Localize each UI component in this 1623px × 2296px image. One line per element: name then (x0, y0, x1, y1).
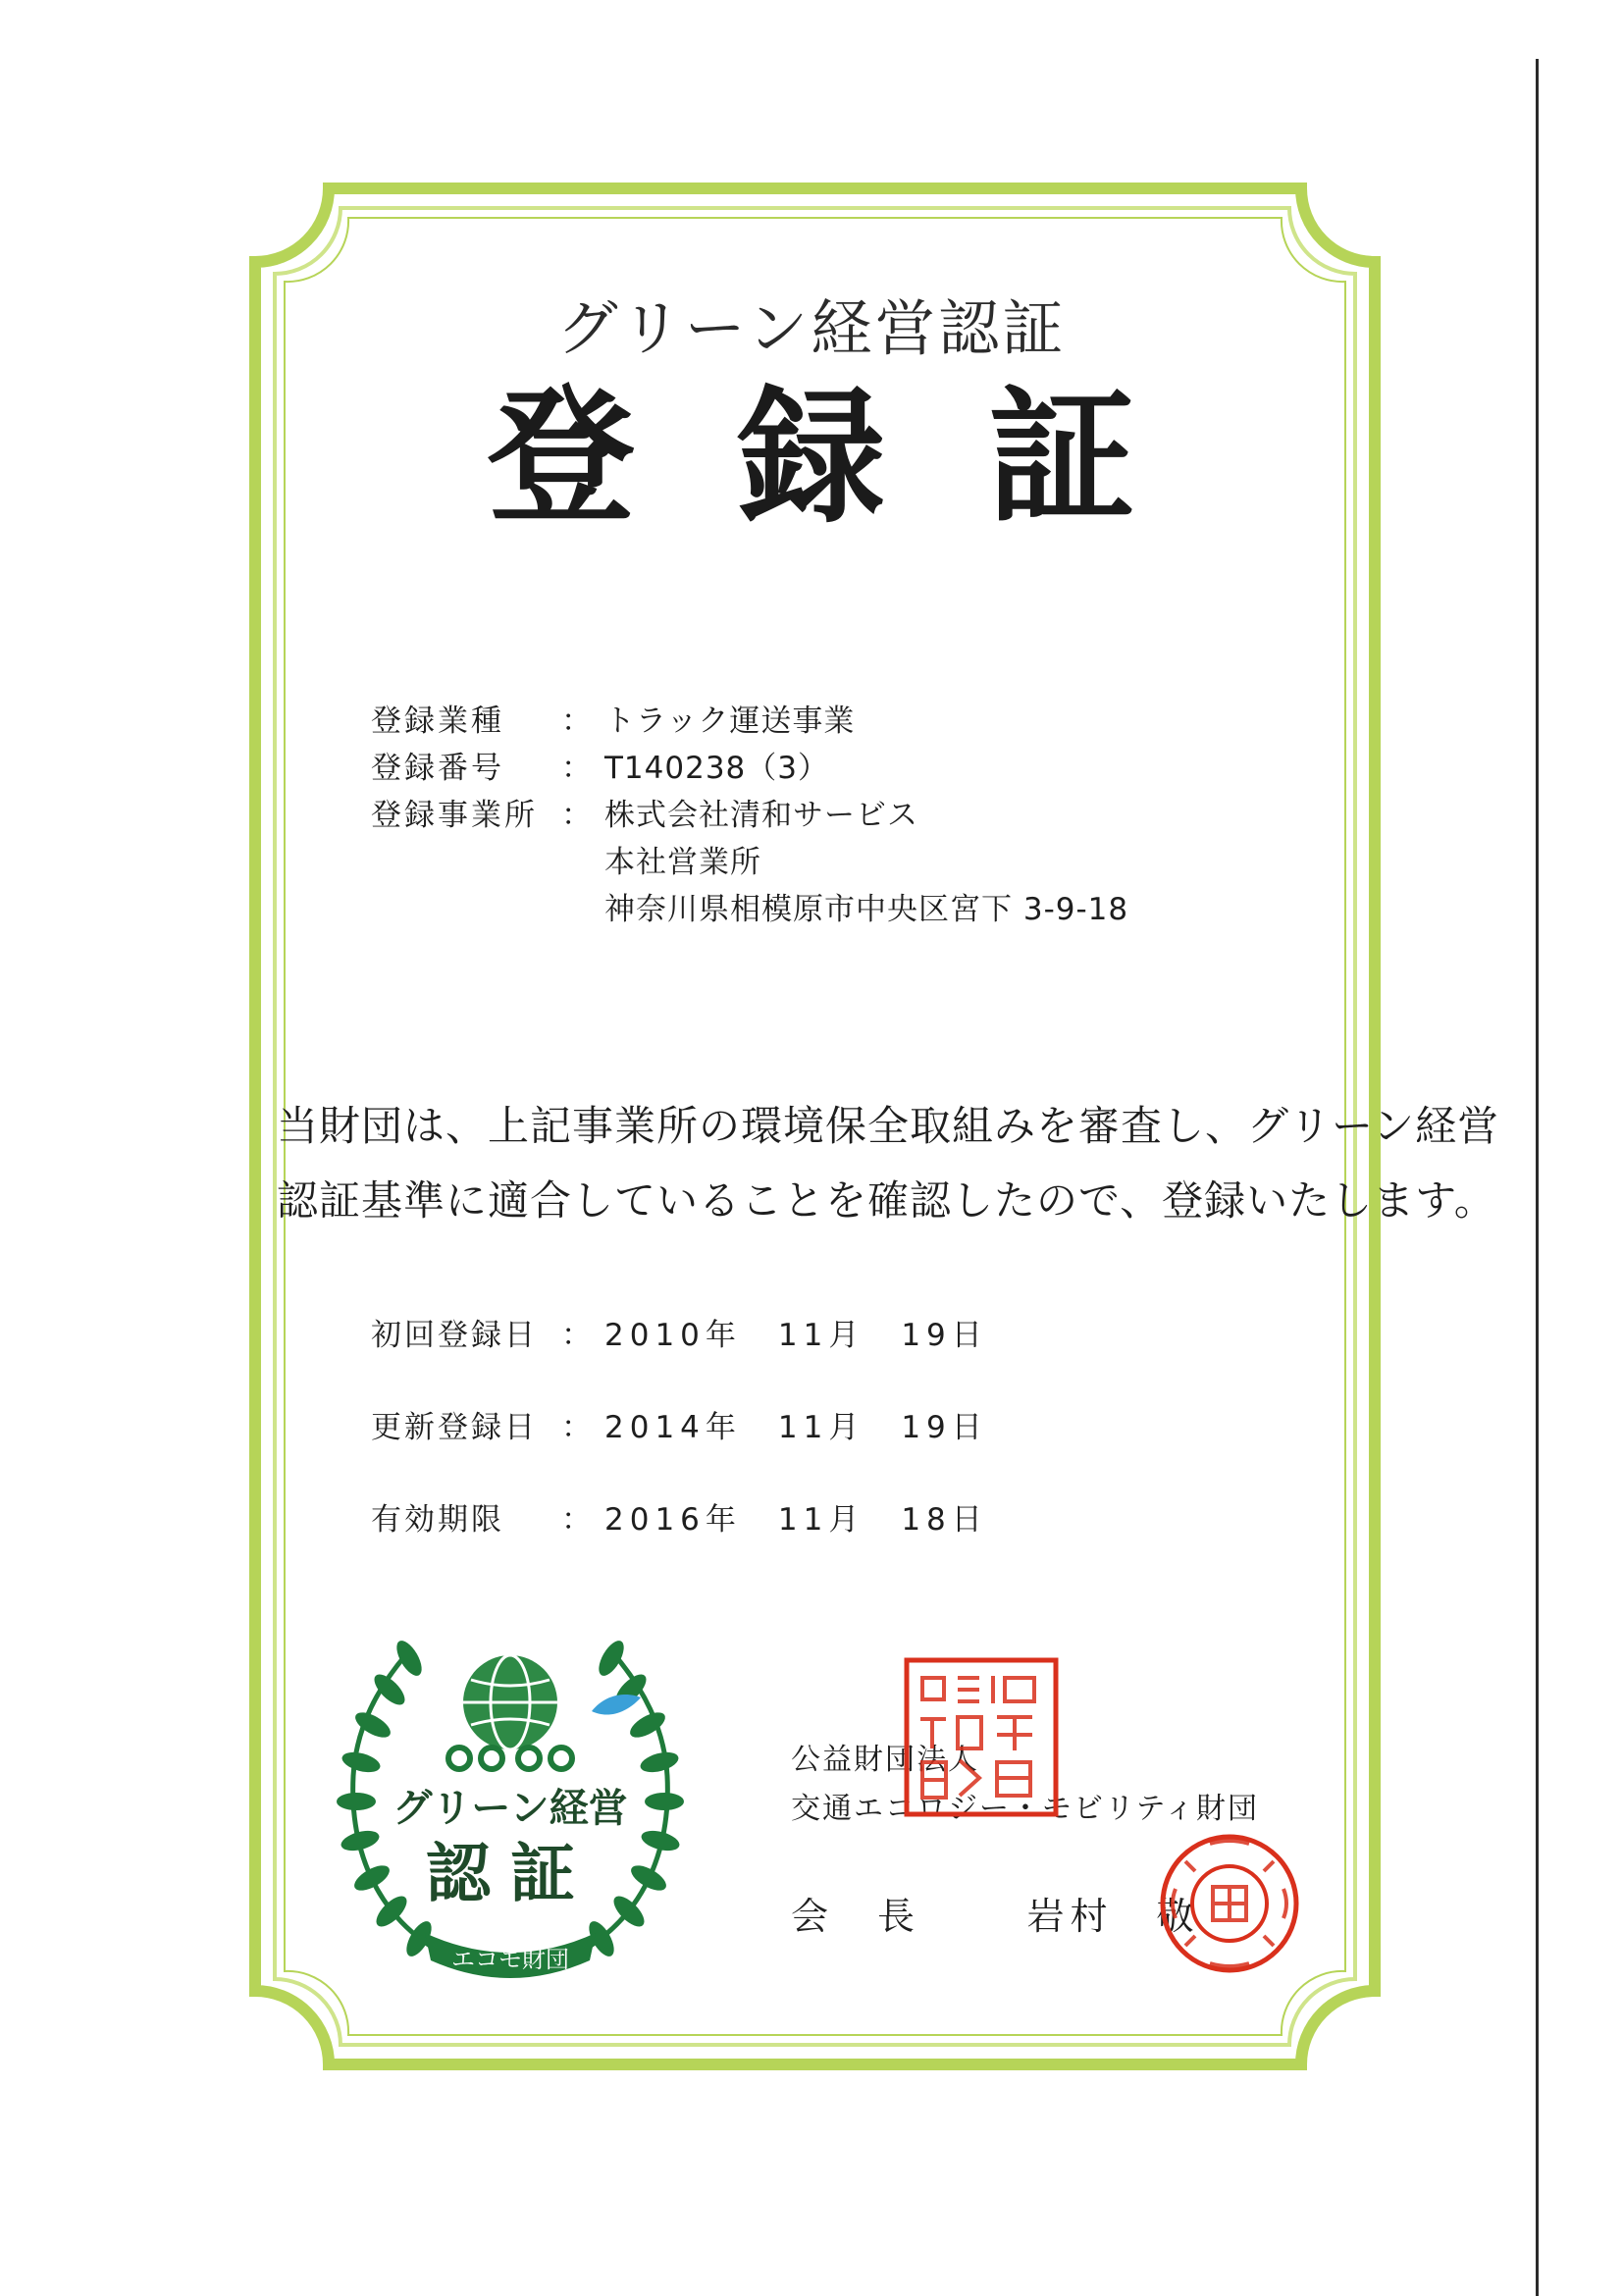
registration-row-number (0, 746, 1623, 791)
separator-colon: ： (561, 798, 592, 833)
date-value: 2014年 11月 19日 (604, 1410, 988, 1445)
certificate-title: 登録証 (487, 373, 1238, 544)
registration-value: 株式会社清和サービス (604, 798, 918, 833)
logo-line2: 認証 (426, 1836, 595, 1911)
date-label: 有効期限 (371, 1502, 504, 1538)
date-value: 2016年 11月 18日 (604, 1502, 988, 1538)
registration-label: 登録事業所 (371, 798, 538, 833)
registration-label: 登録業種 (371, 704, 504, 739)
date-label: 更新登録日 (371, 1410, 538, 1445)
registration-value: トラック運送事業 (604, 704, 856, 739)
president-name: 岩村 敬 (1026, 1895, 1200, 1938)
office-branch-row (0, 840, 1623, 885)
declaration-text (277, 1089, 1500, 1238)
green-management-logo (329, 1629, 692, 2002)
registration-row-business-type (0, 699, 1623, 744)
separator-colon: ： (561, 704, 592, 739)
date-value: 2010年 11月 19日 (604, 1318, 988, 1353)
declaration-line: 当財団は、上記事業所の環境保全取組みを審査し、グリーン経営 (277, 1102, 1500, 1150)
declaration-line: 認証基準に適合していることを確認したので、登録いたします。 (277, 1176, 1496, 1225)
office-branch: 本社営業所 (604, 845, 761, 880)
certificate-subtitle: グリーン経営認証 (556, 292, 1067, 364)
separator-colon: ： (561, 1410, 592, 1445)
registration-row-office (0, 793, 1623, 838)
date-row-expiry (0, 1497, 1623, 1542)
president-line (791, 1886, 1200, 1940)
president-title: 会 長 (791, 1895, 921, 1938)
president-seal (1156, 1830, 1303, 1977)
issuer-org-type: 公益財団法人 (791, 1743, 979, 1777)
office-address: 神奈川県相模原市中央区宮下 3-9-18 (604, 892, 1129, 927)
date-row-initial (0, 1313, 1623, 1358)
issuer-org-name: 交通エコロジー・モビリティ財団 (791, 1792, 1259, 1826)
leaf-icon (592, 1695, 641, 1715)
separator-colon: ： (561, 751, 592, 786)
logo-ribbon-text: エコモ財団 (451, 1946, 569, 1973)
separator-colon: ： (561, 1502, 592, 1538)
logo-line1: グリーン経営 (393, 1786, 628, 1831)
separator-colon: ： (561, 1318, 592, 1353)
office-address-row (0, 887, 1623, 932)
date-row-renewal (0, 1405, 1623, 1450)
registration-label: 登録番号 (371, 751, 504, 786)
organization-seal (903, 1656, 1060, 1818)
registration-value: T140238（3） (604, 751, 829, 786)
date-label: 初回登録日 (371, 1318, 538, 1353)
globe-icon (463, 1655, 557, 1749)
